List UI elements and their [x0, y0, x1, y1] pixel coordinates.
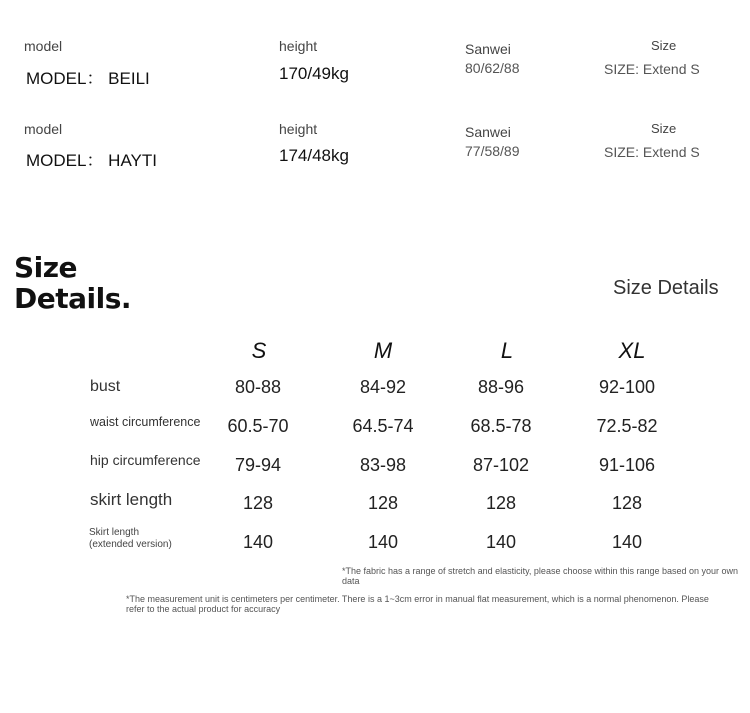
measurement-note: *The measurement unit is centimeters per centimeter. There is a 1~3cm error in manual flat measurement, which is a normal phenomenon. Please refer to the actual product for accuracy [126, 594, 709, 614]
row-label-line-1: Skirt length [89, 527, 140, 538]
row-label-line-2: (extended version) [89, 539, 172, 550]
heading-line-1: Size [14, 251, 78, 284]
height-value: 170/49kg [279, 64, 349, 83]
size-header-m: M [373, 338, 393, 363]
size-value: SIZE: Extend S [604, 144, 700, 160]
size-value: SIZE: Extend S [604, 61, 700, 77]
heading-line-2: Details. [14, 282, 132, 315]
sanwei-value: 77/58/89 [465, 143, 520, 159]
table-cell: 128 [367, 493, 399, 513]
table-cell: 128 [611, 493, 643, 513]
height-label: height [279, 38, 318, 54]
table-cell: 72.5-82 [596, 416, 658, 436]
table-cell: 140 [367, 532, 399, 552]
table-cell: 83-98 [359, 455, 407, 475]
sanwei-label: Sanwei [465, 41, 511, 57]
table-cell: 128 [242, 493, 274, 513]
table-cell: 68.5-78 [470, 416, 532, 436]
height-value: 174/48kg [279, 146, 349, 165]
table-cell: 84-92 [359, 377, 407, 397]
size-label: Size [651, 38, 677, 53]
size-label: Size [651, 121, 677, 136]
table-cell: 60.5-70 [227, 416, 289, 436]
table-cell: 140 [611, 532, 643, 552]
row-label [89, 527, 219, 551]
table-cell: 88-96 [477, 377, 525, 397]
model-label: model [24, 121, 63, 137]
size-details-heading [14, 252, 131, 314]
row-label: bust [90, 378, 121, 395]
model-name: MODEL： HAYTI [26, 151, 157, 170]
table-cell: 79-94 [234, 455, 282, 475]
table-cell: 87-102 [472, 455, 530, 475]
model-name: MODEL： BEILI [26, 69, 150, 88]
size-header-xl: XL [618, 338, 646, 363]
fabric-note: *The fabric has a range of stretch and elasticity, please choose within this range based on your own data [342, 566, 739, 586]
table-cell: 80-88 [234, 377, 282, 397]
row-label: skirt length [90, 490, 173, 509]
table-cell: 92-100 [598, 377, 656, 397]
size-details-subtitle: Size Details [613, 277, 719, 299]
sanwei-label: Sanwei [465, 124, 511, 140]
sanwei-value: 80/62/88 [465, 60, 520, 76]
table-cell: 91-106 [598, 455, 656, 475]
size-header-l: L [500, 338, 514, 363]
size-header-s: S [251, 338, 267, 363]
row-label: waist circumference [90, 415, 201, 429]
height-label: height [279, 121, 318, 137]
table-cell: 128 [485, 493, 517, 513]
row-label: hip circumference [90, 452, 201, 468]
model-label: model [24, 38, 63, 54]
table-cell: 140 [485, 532, 517, 552]
table-cell: 140 [242, 532, 274, 552]
table-cell: 64.5-74 [352, 416, 414, 436]
